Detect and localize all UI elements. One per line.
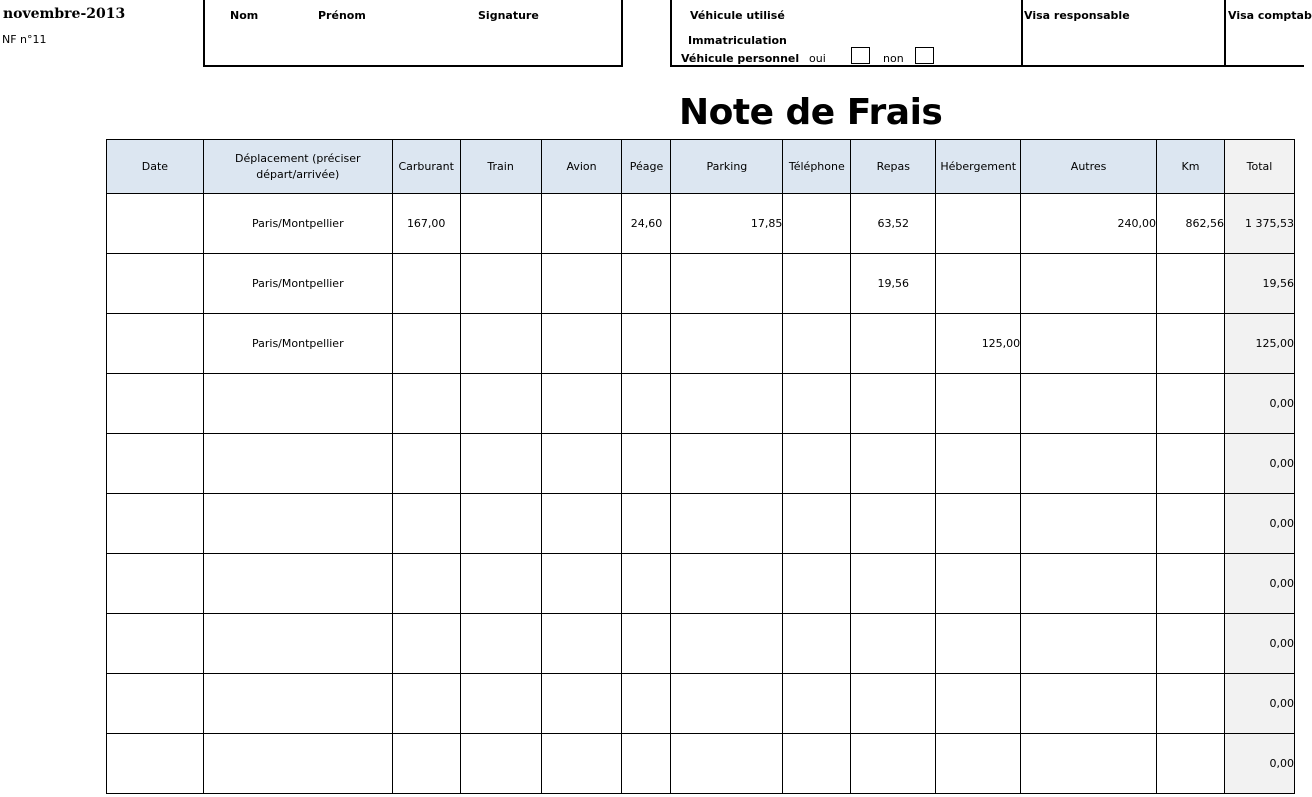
prenom-label: Prénom <box>318 9 366 22</box>
expense-table <box>106 139 1295 794</box>
cell-carburant[interactable] <box>392 614 460 674</box>
cell-peage[interactable] <box>622 614 671 674</box>
cell-hebergement[interactable] <box>936 554 1021 614</box>
cell-carburant[interactable] <box>392 734 460 794</box>
cell-train[interactable] <box>460 734 541 794</box>
table-row <box>107 674 1295 734</box>
month-label: novembre-2013 <box>3 6 126 22</box>
cell-autres[interactable] <box>1021 554 1157 614</box>
cell-train[interactable] <box>460 434 541 494</box>
cell-hebergement[interactable] <box>936 254 1021 314</box>
cell-peage[interactable] <box>622 554 671 614</box>
cell-hebergement[interactable] <box>936 494 1021 554</box>
cell-parking[interactable] <box>671 554 783 614</box>
cell-peage[interactable]: 24,60 <box>622 194 671 254</box>
col-header-deplacement: Déplacement (préciser départ/arrivée) <box>203 140 392 194</box>
cell-repas[interactable]: 19,56 <box>851 254 936 314</box>
cell-hebergement[interactable] <box>936 374 1021 434</box>
col-header-carburant: Carburant <box>392 140 460 194</box>
cell-km[interactable]: 862,56 <box>1157 194 1225 254</box>
vehicule-personnel-label: Véhicule personnel <box>681 52 800 65</box>
cell-avion[interactable] <box>541 314 622 374</box>
cell-peage[interactable] <box>622 674 671 734</box>
cell-km[interactable] <box>1157 554 1225 614</box>
col-header-parking: Parking <box>671 140 783 194</box>
nom-label: Nom <box>230 9 259 22</box>
oui-checkbox[interactable] <box>851 47 870 64</box>
cell-train[interactable] <box>460 674 541 734</box>
cell-carburant[interactable] <box>392 674 460 734</box>
cell-carburant[interactable] <box>392 494 460 554</box>
cell-total: 19,56 <box>1224 254 1294 314</box>
col-header-peage: Péage <box>622 140 671 194</box>
col-header-hebergement: Hébergement <box>936 140 1021 194</box>
cell-parking[interactable] <box>671 314 783 374</box>
cell-hebergement[interactable] <box>936 734 1021 794</box>
cell-km[interactable] <box>1157 434 1225 494</box>
cell-repas[interactable]: 63,52 <box>851 194 936 254</box>
cell-date[interactable] <box>107 374 204 434</box>
table-row <box>107 434 1295 494</box>
cell-telephone[interactable] <box>783 254 851 314</box>
cell-date[interactable] <box>107 554 204 614</box>
visa-comptable-label: Visa comptab <box>1228 9 1312 22</box>
cell-autres[interactable] <box>1021 614 1157 674</box>
table-row <box>107 374 1295 434</box>
cell-avion[interactable] <box>541 494 622 554</box>
cell-autres[interactable] <box>1021 314 1157 374</box>
cell-train[interactable] <box>460 494 541 554</box>
col-header-km: Km <box>1157 140 1225 194</box>
cell-peage[interactable] <box>622 254 671 314</box>
cell-date[interactable] <box>107 434 204 494</box>
cell-deplacement[interactable] <box>203 434 392 494</box>
table-row <box>107 494 1295 554</box>
col-header-telephone: Téléphone <box>783 140 851 194</box>
cell-total: 0,00 <box>1224 614 1294 674</box>
col-header-avion: Avion <box>541 140 622 194</box>
cell-date[interactable] <box>107 674 204 734</box>
cell-km[interactable] <box>1157 374 1225 434</box>
cell-avion[interactable] <box>541 674 622 734</box>
cell-km[interactable] <box>1157 674 1225 734</box>
non-label: non <box>883 52 904 65</box>
cell-total: 0,00 <box>1224 434 1294 494</box>
page-title: Note de Frais <box>679 92 943 133</box>
cell-deplacement[interactable] <box>203 674 392 734</box>
cell-km[interactable] <box>1157 254 1225 314</box>
cell-date[interactable] <box>107 734 204 794</box>
cell-telephone[interactable] <box>783 494 851 554</box>
vehicule-utilise-label: Véhicule utilisé <box>690 9 785 22</box>
nf-number: NF n°11 <box>2 33 47 46</box>
cell-repas[interactable] <box>851 554 936 614</box>
non-checkbox[interactable] <box>915 47 934 64</box>
cell-parking[interactable] <box>671 254 783 314</box>
table-row <box>107 554 1295 614</box>
col-header-date: Date <box>107 140 204 194</box>
cell-autres[interactable] <box>1021 254 1157 314</box>
cell-parking[interactable] <box>671 734 783 794</box>
cell-deplacement[interactable] <box>203 614 392 674</box>
cell-autres[interactable] <box>1021 374 1157 434</box>
cell-total: 0,00 <box>1224 494 1294 554</box>
col-header-total: Total <box>1224 140 1294 194</box>
cell-date[interactable] <box>107 314 204 374</box>
cell-carburant[interactable] <box>392 554 460 614</box>
cell-total: 0,00 <box>1224 374 1294 434</box>
cell-deplacement[interactable] <box>203 734 392 794</box>
cell-hebergement[interactable]: 125,00 <box>936 314 1021 374</box>
cell-avion[interactable] <box>541 254 622 314</box>
table-row <box>107 734 1295 794</box>
cell-autres[interactable]: 240,00 <box>1021 194 1157 254</box>
col-header-train: Train <box>460 140 541 194</box>
cell-train[interactable] <box>460 194 541 254</box>
cell-repas[interactable] <box>851 434 936 494</box>
cell-peage[interactable] <box>622 374 671 434</box>
cell-parking[interactable] <box>671 374 783 434</box>
cell-carburant[interactable] <box>392 314 460 374</box>
cell-avion[interactable] <box>541 614 622 674</box>
col-header-autres: Autres <box>1021 140 1157 194</box>
cell-telephone[interactable] <box>783 194 851 254</box>
cell-date[interactable] <box>107 494 204 554</box>
visa-responsable-label: Visa responsable <box>1024 9 1130 22</box>
signature-label: Signature <box>478 9 539 22</box>
cell-train[interactable] <box>460 374 541 434</box>
cell-total: 0,00 <box>1224 554 1294 614</box>
cell-deplacement[interactable]: Paris/Montpellier <box>203 314 392 374</box>
immatriculation-label: Immatriculation <box>688 34 787 47</box>
cell-telephone[interactable] <box>783 554 851 614</box>
cell-date[interactable] <box>107 254 204 314</box>
cell-deplacement[interactable] <box>203 554 392 614</box>
cell-carburant[interactable]: 167,00 <box>392 194 460 254</box>
cell-peage[interactable] <box>622 494 671 554</box>
cell-deplacement[interactable]: Paris/Montpellier <box>203 254 392 314</box>
table-row <box>107 614 1295 674</box>
cell-carburant[interactable] <box>392 254 460 314</box>
cell-train[interactable] <box>460 314 541 374</box>
cell-carburant[interactable] <box>392 374 460 434</box>
cell-parking[interactable] <box>671 614 783 674</box>
cell-date[interactable] <box>107 194 204 254</box>
cell-peage[interactable] <box>622 434 671 494</box>
table-row <box>107 314 1295 374</box>
cell-train[interactable] <box>460 554 541 614</box>
cell-hebergement[interactable] <box>936 614 1021 674</box>
cell-hebergement[interactable] <box>936 434 1021 494</box>
cell-autres[interactable] <box>1021 434 1157 494</box>
cell-repas[interactable] <box>851 374 936 434</box>
table-row <box>107 254 1295 314</box>
cell-hebergement[interactable] <box>936 194 1021 254</box>
cell-autres[interactable] <box>1021 494 1157 554</box>
oui-label: oui <box>809 52 826 65</box>
cell-telephone[interactable] <box>783 434 851 494</box>
cell-deplacement[interactable] <box>203 374 392 434</box>
cell-train[interactable] <box>460 254 541 314</box>
cell-km[interactable] <box>1157 614 1225 674</box>
cell-repas[interactable] <box>851 674 936 734</box>
cell-avion[interactable] <box>541 554 622 614</box>
cell-total: 125,00 <box>1224 314 1294 374</box>
cell-telephone[interactable] <box>783 614 851 674</box>
cell-train[interactable] <box>460 614 541 674</box>
cell-telephone[interactable] <box>783 374 851 434</box>
cell-autres[interactable] <box>1021 734 1157 794</box>
cell-date[interactable] <box>107 614 204 674</box>
cell-hebergement[interactable] <box>936 674 1021 734</box>
cell-repas[interactable] <box>851 734 936 794</box>
cell-total: 0,00 <box>1224 674 1294 734</box>
table-row <box>107 194 1295 254</box>
cell-avion[interactable] <box>541 434 622 494</box>
cell-km[interactable] <box>1157 494 1225 554</box>
cell-avion[interactable] <box>541 734 622 794</box>
cell-deplacement[interactable]: Paris/Montpellier <box>203 194 392 254</box>
cell-km[interactable] <box>1157 734 1225 794</box>
cell-peage[interactable] <box>622 314 671 374</box>
table-header-row <box>107 140 1295 194</box>
cell-telephone[interactable] <box>783 734 851 794</box>
cell-autres[interactable] <box>1021 674 1157 734</box>
cell-repas[interactable] <box>851 494 936 554</box>
cell-total: 0,00 <box>1224 734 1294 794</box>
cell-parking[interactable] <box>671 674 783 734</box>
cell-repas[interactable] <box>851 614 936 674</box>
cell-telephone[interactable] <box>783 314 851 374</box>
cell-km[interactable] <box>1157 314 1225 374</box>
person-box <box>203 0 623 67</box>
cell-total: 1 375,53 <box>1224 194 1294 254</box>
cell-carburant[interactable] <box>392 434 460 494</box>
cell-deplacement[interactable] <box>203 494 392 554</box>
cell-telephone[interactable] <box>783 674 851 734</box>
col-header-repas: Repas <box>851 140 936 194</box>
cell-avion[interactable] <box>541 194 622 254</box>
table-body <box>107 194 1295 794</box>
cell-parking[interactable]: 17,85 <box>671 194 783 254</box>
cell-parking[interactable] <box>671 494 783 554</box>
cell-repas[interactable] <box>851 314 936 374</box>
cell-peage[interactable] <box>622 734 671 794</box>
cell-parking[interactable] <box>671 434 783 494</box>
cell-avion[interactable] <box>541 374 622 434</box>
